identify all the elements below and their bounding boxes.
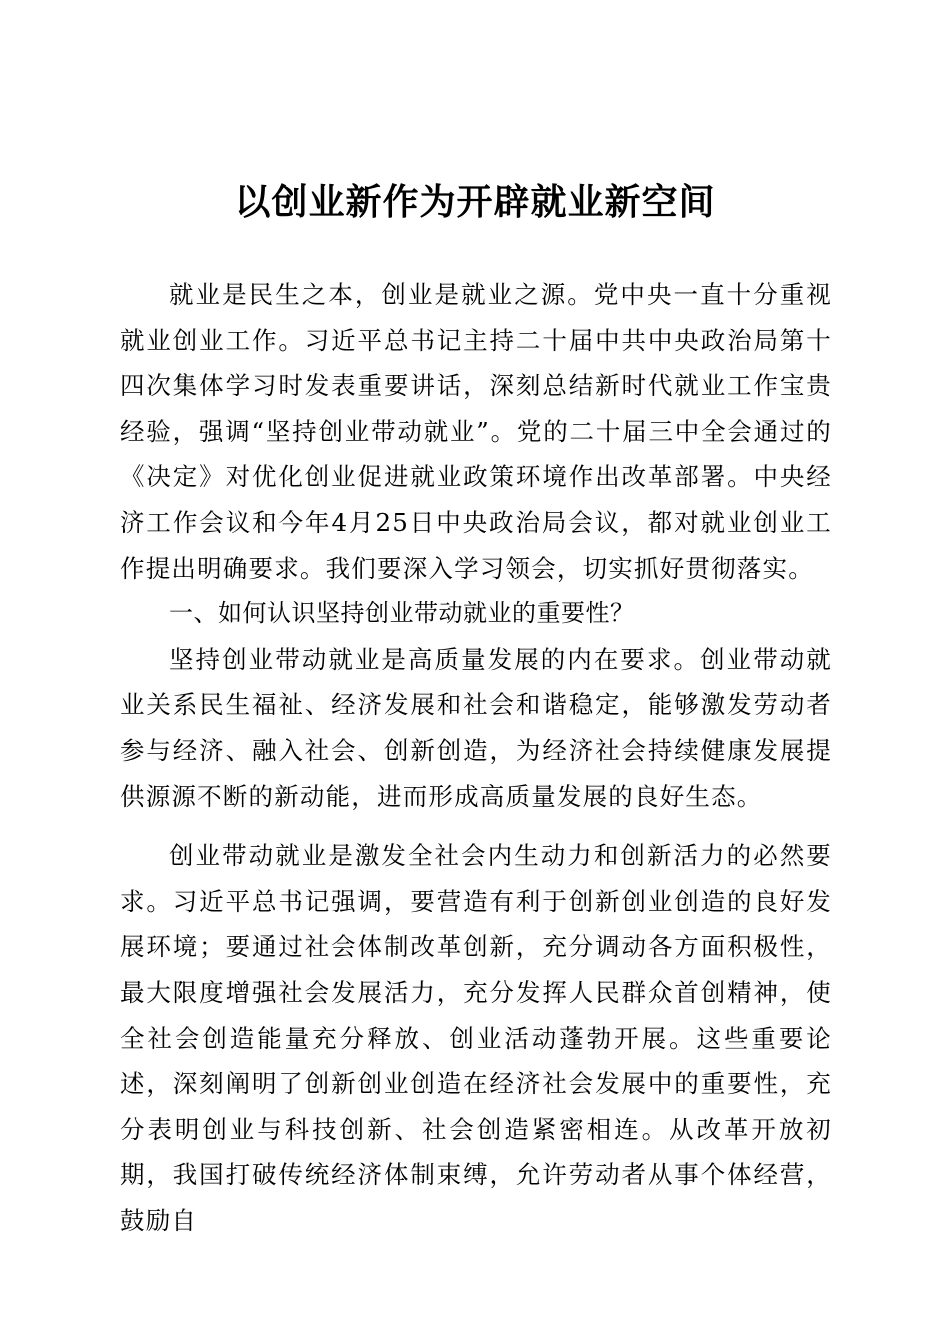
document-title: 以创业新作为开辟就业新空间	[234, 182, 716, 223]
intro-paragraph: 就业是民生之本，创业是就业之源。党中央一直十分重视就业创业工作。习近平总书记主持二十届中共中央政治局第十四次集体学习时发表重要讲话，深刻总结新时代就业工作宝贵经验，强调“坚持创业带动就业”。党的二十届三中全会通过的《决定》对优化创业促进就业政策环境作出改革部署。中央经济工作会议和今年4月25日中央政治局会议，都对就业创业工作提出明确要求。我们要深入学习领会，切实抓好贯彻落实。	[120, 280, 832, 583]
body-paragraph: 坚持创业带动就业是高质量发展的内在要求。创业带动就业关系民生福祉、经济发展和社会和谐稳定，能够激发劳动者参与经济、融入社会、创新创造，为经济社会持续健康发展提供源源不断的新动能，进而形成高质量发展的良好生态。	[120, 644, 832, 811]
body-paragraph: 创业带动就业是激发全社会内生动力和创新活力的必然要求。习近平总书记强调，要营造有利于创新创业创造的良好发展环境；要通过社会体制改革创新，充分调动各方面积极性，最大限度增强社会发展活力，充分发挥人民群众首创精神，使全社会创造能量充分释放、创业活动蓬勃开展。这些重要论述，深刻阐明了创新创业创造在经济社会发展中的重要性，充分表明创业与科技创新、社会创造紧密相连。从改革开放初期，我国打破传统经济体制束缚，允许劳动者从事个体经营，鼓励自	[120, 841, 832, 1235]
document-body	[120, 272, 832, 1243]
section-heading: 一、如何认识坚持创业带动就业的重要性？	[169, 599, 635, 628]
paragraph-spacer	[120, 819, 832, 833]
